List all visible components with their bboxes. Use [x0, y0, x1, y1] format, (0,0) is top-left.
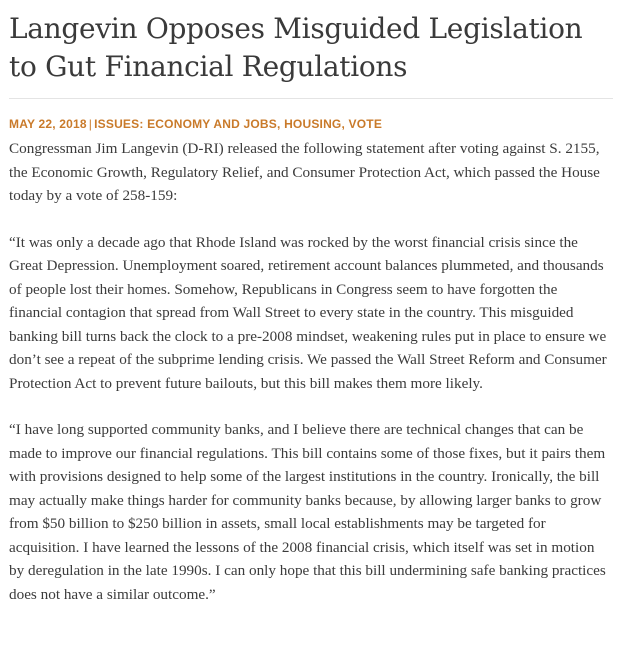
article-meta: MAY 22, 2018 | ISSUES: ECONOMY AND JOBS, HOUSING, VOTE — [9, 117, 383, 131]
article-body — [9, 137, 613, 606]
meta-separator: | — [88, 117, 93, 131]
issue-link-housing[interactable]: HOUSING — [284, 117, 342, 131]
issues-label: ISSUES: — [94, 117, 144, 131]
article-paragraph: Congressman Jim Langevin (D-RI) released the following statement after voting against S. 2155, the Economic Growth, Regulatory Relief, and Consumer Protection Act, which passed the House today by a vote of 258-159: — [9, 140, 600, 204]
article-paragraph: “It was only a decade ago that Rhode Island was rocked by the worst financial crisis since the Great Depression. Unemployment soared, retirement account balances plummeted, and thousands of people lost their homes. Somehow, Republicans in Congress seem to have forgotten the financial contagion that spread from Wall Street to every state in the country. This misguided banking bill turns back the clock to a pre-2008 mindset, weakening rules put in place to ensure we don’t see a repeat of the subprime lending crisis. We passed the Wall Street Reform and Consumer Protection Act to prevent future bailouts, but this bill makes them more likely. — [9, 233, 607, 392]
issue-link-vote[interactable]: VOTE — [348, 117, 383, 131]
article-date: MAY 22, 2018 — [9, 117, 87, 131]
issue-link-economy-and-jobs[interactable]: ECONOMY AND JOBS — [147, 117, 277, 131]
article-title: Langevin Opposes Misguided Legislation to Gut Financial Regulations — [9, 12, 583, 83]
title-divider — [9, 98, 613, 99]
article-paragraph: “I have long supported community banks, and I believe there are technical changes that can be made to improve our financial regulations. This bill contains some of those fixes, but it pairs them with provisions designed to help some of the largest institutions in the country. Ironically, the bill may actually make things harder for community banks because, by allowing larger banks to grow from $50 billion to $250 billion in assets, small local establishments may be targeted for acquisition. I have learned the lessons of the 2008 financial crisis, which itself was set in motion by deregulation in the late 1990s. I can only hope that this bill undermining safe banking practices does not have a similar outcome.” — [9, 421, 606, 603]
press-release-article — [9, 0, 613, 606]
